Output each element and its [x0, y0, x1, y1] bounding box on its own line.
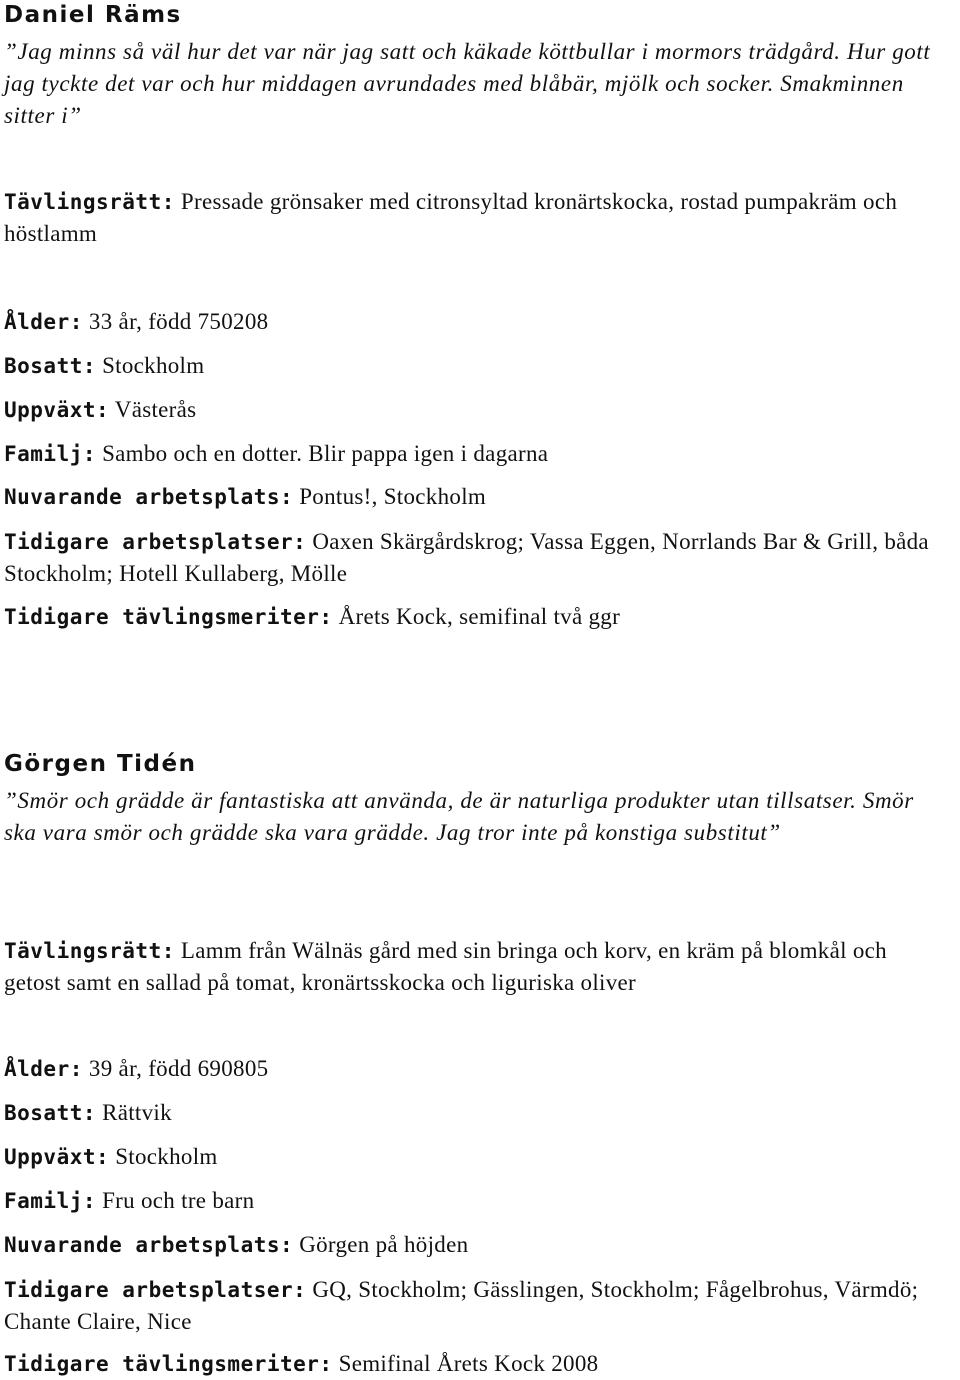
residence-line [4, 350, 204, 382]
chef-quote: ”Jag minns så väl hur det var när jag satt och käkade köttbullar i mormors trädgård. Hur gott jag tyckte det var och hur middagen avrundades med blåbär, mjölk och socker. Smakminnen sitter i” [4, 39, 931, 128]
residence-label: Bosatt: [4, 1101, 97, 1125]
dish-label: Tävlingsrätt: [4, 939, 175, 963]
chef-name: Görgen Tidén [4, 751, 197, 777]
upbringing-label: Uppväxt: [4, 1145, 110, 1169]
competition-merits-label: Tidigare tävlingsmeriter: [4, 605, 333, 629]
current-workplace-value: Görgen på höjden [293, 1232, 469, 1257]
competition-dish [4, 186, 949, 250]
dish-value: Pressade grönsaker med citronsyltad kronärtskocka, rostad pumpakräm och höstlamm [4, 189, 898, 246]
age-label: Ålder: [4, 1057, 83, 1081]
chef-quote: ”Smör och grädde är fantastiska att använda, de är naturliga produkter utan tillsatser. Smör ska vara smör och grädde ska vara grädde. Jag tror inte på konstiga substitut” [4, 788, 914, 845]
previous-workplaces-label: Tidigare arbetsplatser: [4, 530, 307, 554]
family-line [4, 438, 548, 470]
age-line [4, 1053, 268, 1085]
residence-line [4, 1097, 172, 1129]
current-workplace-label: Nuvarande arbetsplats: [4, 485, 294, 509]
age-value: 39 år, född 690805 [82, 1056, 269, 1081]
upbringing-value: Stockholm [109, 1144, 218, 1169]
current-workplace-label: Nuvarande arbetsplats: [4, 1233, 294, 1257]
age-value: 33 år, född 750208 [82, 309, 269, 334]
upbringing-value: Västerås [109, 397, 197, 422]
current-workplace-line [4, 1229, 468, 1261]
family-label: Familj: [4, 1189, 97, 1213]
dish-label: Tävlingsrätt: [4, 190, 175, 214]
competition-merits-line [4, 601, 620, 633]
age-line [4, 306, 268, 338]
current-workplace-value: Pontus!, Stockholm [293, 484, 487, 509]
competition-dish [4, 935, 949, 999]
competition-merits-line [4, 1348, 598, 1380]
upbringing-label: Uppväxt: [4, 398, 110, 422]
previous-workplaces-value: Oaxen Skärgårdskrog; Vassa Eggen, Norrlands Bar & Grill, båda Stockholm; Hotell Kullaberg, Mölle [4, 529, 929, 586]
previous-workplaces-label: Tidigare arbetsplatser: [4, 1278, 307, 1302]
chef-name: Daniel Räms [4, 2, 182, 28]
competition-merits-label: Tidigare tävlingsmeriter: [4, 1352, 333, 1376]
family-value: Fru och tre barn [96, 1188, 255, 1213]
upbringing-line [4, 394, 196, 426]
previous-workplaces-line [4, 526, 949, 590]
competition-merits-value: Semifinal Årets Kock 2008 [332, 1351, 599, 1376]
current-workplace-line [4, 481, 486, 513]
residence-label: Bosatt: [4, 354, 97, 378]
dish-value: Lamm från Wälnäs gård med sin bringa och korv, en kräm på blomkål och getost samt en sallad på tomat, kronärtsskocka och liguriska oliver [4, 938, 887, 995]
family-label: Familj: [4, 442, 97, 466]
age-label: Ålder: [4, 310, 83, 334]
upbringing-line [4, 1141, 218, 1173]
competition-merits-value: Årets Kock, semifinal två ggr [332, 604, 621, 629]
family-line [4, 1185, 254, 1217]
residence-value: Stockholm [96, 353, 205, 378]
previous-workplaces-value: GQ, Stockholm; Gässlingen, Stockholm; Fågelbrohus, Värmdö; Chante Claire, Nice [4, 1277, 919, 1334]
residence-value: Rättvik [96, 1100, 172, 1125]
family-value: Sambo och en dotter. Blir pappa igen i dagarna [96, 441, 549, 466]
previous-workplaces-line [4, 1274, 949, 1338]
